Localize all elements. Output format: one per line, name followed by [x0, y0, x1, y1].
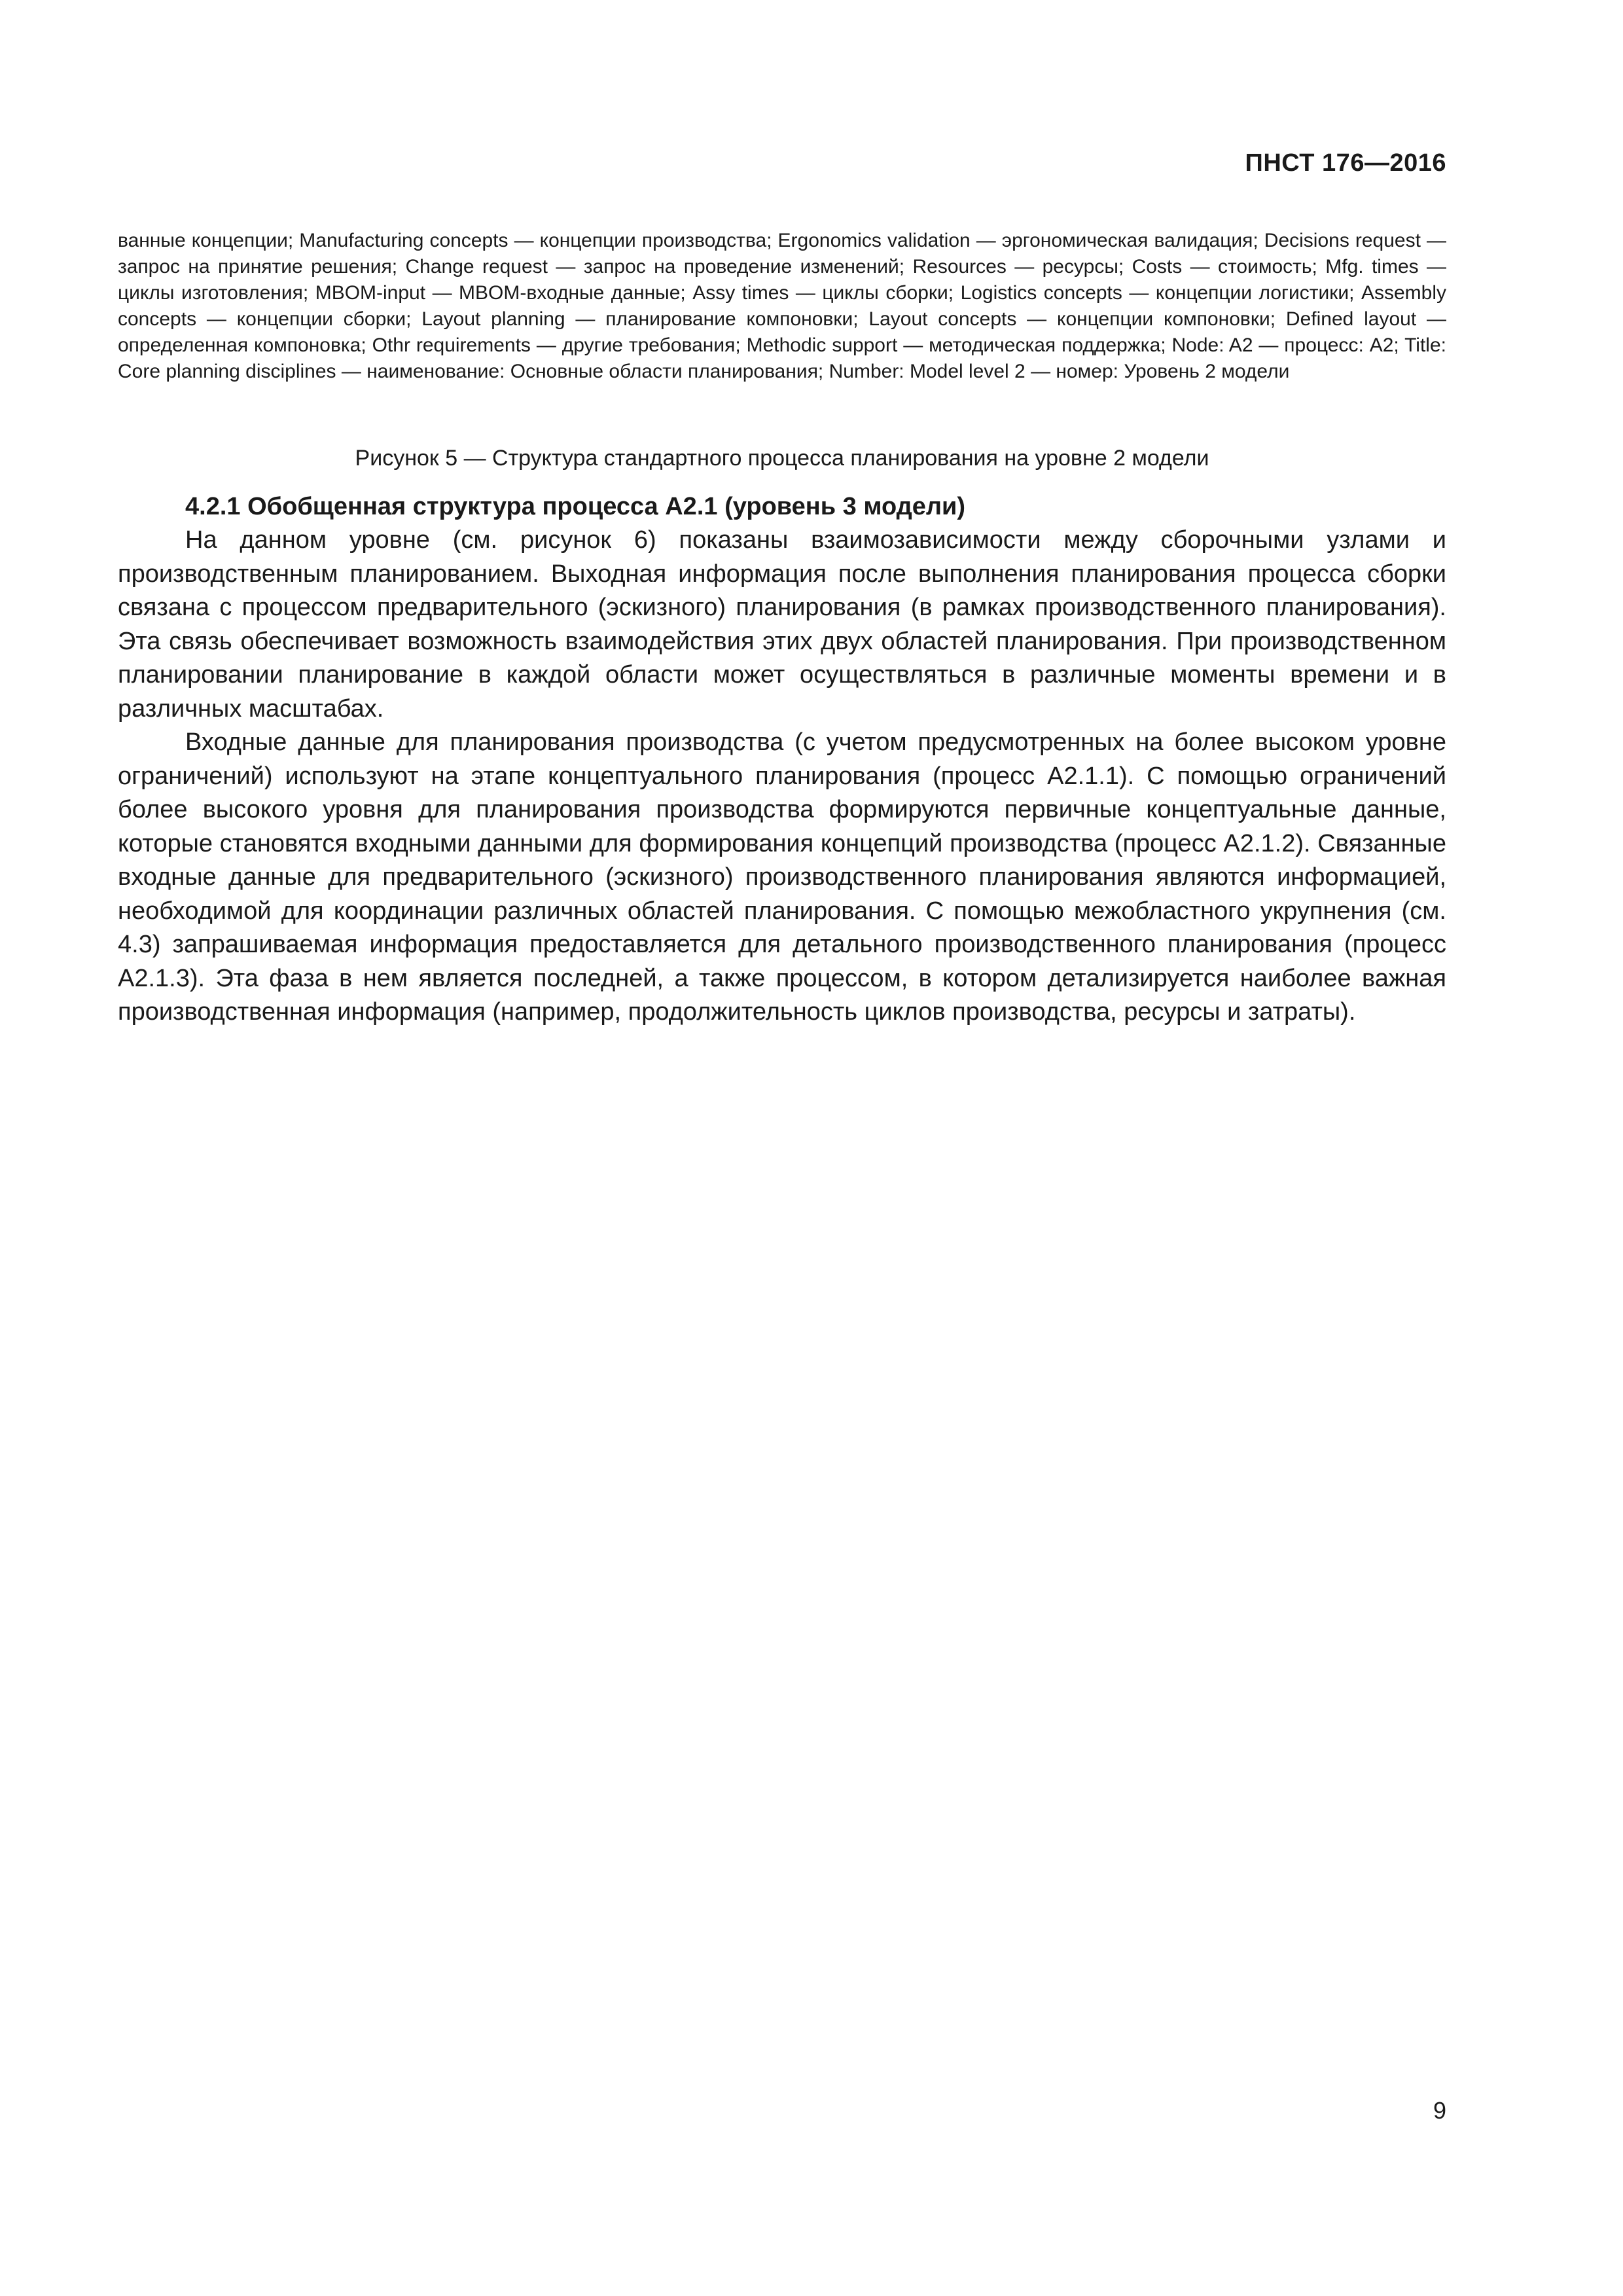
- body-paragraph: Входные данные для планирования производства (с учетом предусмотренных на более высоком уровне ограничений) используют на этапе концептуального планирования (процесс А2.1.1). С помощью ограничений более высокого уровня для планирования производства формируются первичные концептуальные данные, которые становятся входными данными для формирования концепций производства (процесс А2.1.2). Связанные входные данные для предварительного (эскизного) производственного планирования являются информацией, необходимой для координации различных областей планирования. С помощью межобластного укрупнения (см. 4.3) запрашиваемая информация предоставляется для детального производственного планирования (процесс А2.1.3). Эта фаза в нем является последней, а также процессом, в котором детализируется наиболее важная производственная информация (например, продолжительность циклов производства, ресурсы и затраты).: [118, 728, 1446, 1026]
- section-body: [118, 490, 1446, 1030]
- document-code-header: ПНСТ 176—2016: [1245, 149, 1446, 177]
- figure-legend-text: ванные концепции; Manufacturing concepts — концепции производства; Ergonomics validation — эргономическая валидация; Decisions request — запрос на принятие решения; Change request — запрос на проведение изменений; Resources — ресурсы; Costs — стоимость; Mfg. times — циклы изготовления; MBOM-input — MBOM-входные данные; Assy times — циклы сборки; Logistics concepts — концепции логистики; Assembly concepts — концепции сборки; Layout planning — планирование компоновки; Layout concepts — концепции компоновки; Defined layout — определенная компоновка; Othr requirements — другие требования; Methodic support — методическая поддержка; Node: A2 — процесс: A2; Title: Core planning disciplines — наименование: Основные области планирования; Number: Model level 2 — номер: Уровень 2 модели: [118, 230, 1446, 382]
- figure-caption: Рисунок 5 — Структура стандартного процесса планирования на уровне 2 модели: [355, 446, 1209, 471]
- body-paragraph: На данном уровне (см. рисунок 6) показаны взаимозависимости между сборочными узлами и производственным планированием. Выходная информация после выполнения планирования процесса сборки связана с процессом предварительного (эскизного) планирования (в рамках производственного планирования). Эта связь обеспечивает возможность взаимодействия этих двух областей планирования. При производственном планировании планирование в каждой области может осуществляться в различные моменты времени и в различных масштабах.: [118, 526, 1446, 723]
- page-number: 9: [1433, 2097, 1446, 2124]
- section-heading: 4.2.1 Обобщенная структура процесса А2.1 (уровень 3 модели): [185, 493, 966, 520]
